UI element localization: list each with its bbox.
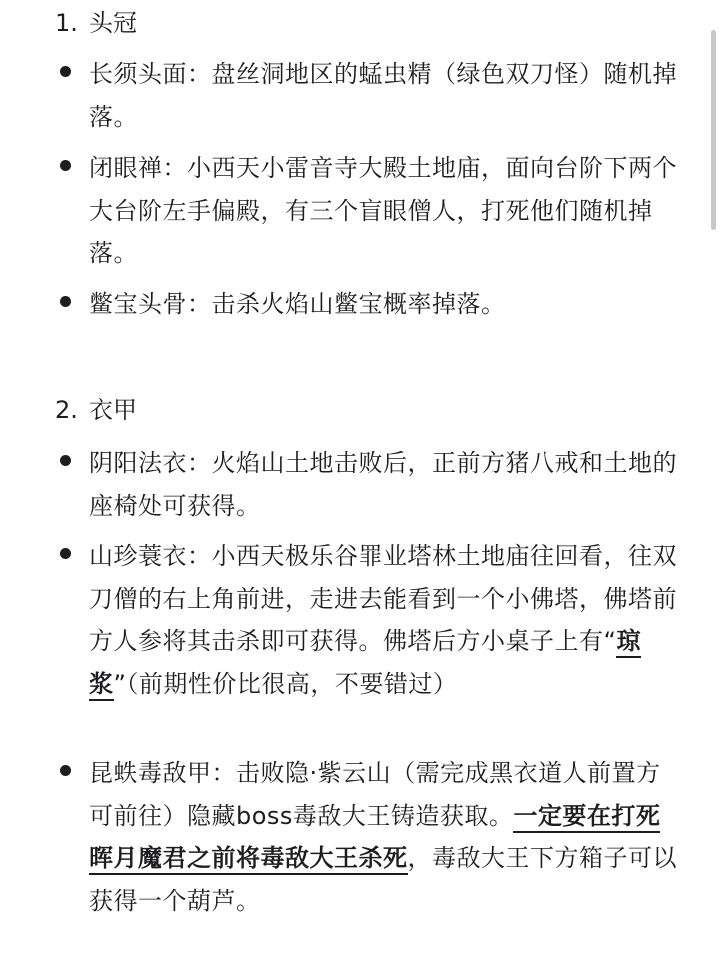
bullet-icon xyxy=(60,548,71,559)
section-heading xyxy=(55,3,137,43)
list-item-text-part: ”（前期性价比很高，不要错过） xyxy=(113,669,458,698)
list-item xyxy=(60,147,680,275)
bullet-icon xyxy=(60,66,71,77)
list-item-text xyxy=(89,752,680,922)
section-title: 衣甲 xyxy=(89,396,137,424)
bullet-icon xyxy=(60,765,71,776)
bullet-icon xyxy=(60,296,71,307)
list-item-text: 长须头面：盘丝洞地区的蜢虫精（绿色双刀怪）随机掉落。 xyxy=(89,60,677,131)
list-item-text-part: 山珍蓑衣：小西天极乐谷罪业塔林土地庙往回看，往双刀僧的右上角前进，走进去能看到一个小佛塔，佛塔前方人参将其击杀即可获得。佛塔后方小桌子上有“ xyxy=(89,542,677,655)
list-item-text: 闭眼禅：小西天小雷音寺大殿土地庙，面向台阶下两个大台阶左手偏殿，有三个盲眼僧人，打死他们随机掉落。 xyxy=(89,154,677,267)
list-item xyxy=(60,283,680,326)
section-heading xyxy=(55,390,137,430)
section-number: 1. xyxy=(55,9,78,37)
section-title: 头冠 xyxy=(89,9,137,37)
vertical-scrollbar[interactable] xyxy=(711,30,716,230)
emphasized-text: 一定要在打死晖月魔君之前将毒敌大王杀死 xyxy=(89,802,660,876)
list-item xyxy=(60,53,680,138)
list-item-text-part: ，毒敌大王下方箱子可以获得一个葫芦。 xyxy=(89,844,677,915)
list-item-text-part: 昆蛈毒敌甲：击败隐·紫云山（需完成黑衣道人前置方可前往）隐藏boss毒敌大王铸造获取。 xyxy=(89,759,661,830)
bullet-icon xyxy=(60,160,71,171)
bullet-icon xyxy=(60,455,71,466)
emphasized-text: 琼浆 xyxy=(89,627,641,701)
section-number: 2. xyxy=(55,396,78,424)
list-item-text xyxy=(89,535,680,705)
list-item xyxy=(60,752,680,922)
list-item xyxy=(60,442,680,527)
list-item xyxy=(60,535,680,705)
list-item-text: 阴阳法衣：火焰山土地击败后，正前方猪八戒和土地的座椅处可获得。 xyxy=(89,449,677,520)
list-item-text: 鳖宝头骨：击杀火焰山鳖宝概率掉落。 xyxy=(89,290,506,318)
